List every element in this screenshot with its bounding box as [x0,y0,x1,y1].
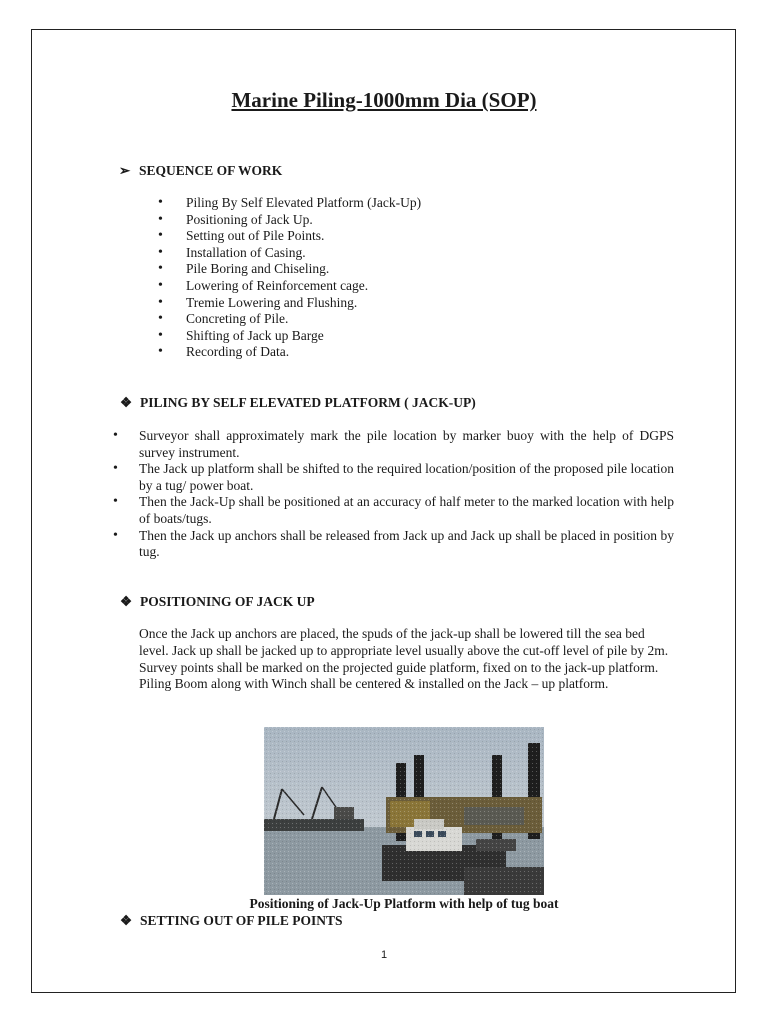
piling-steps-list [113,428,674,561]
list-item: • Surveyor shall approximately mark the pile location by marker buoy with the help of DGPS survey instrument. [113,428,674,461]
list-item: • Piling By Self Elevated Platform (Jack-Up) [158,195,421,212]
list-item: • Then the Jack-Up shall be positioned at an accuracy of half meter to the marked location with help of boats/tugs. [113,494,674,527]
list-item: • Installation of Casing. [158,245,421,262]
list-item: • Shifting of Jack up Barge [158,328,421,345]
section-heading-sequence [119,163,282,179]
section-title: POSITIONING OF JACK UP [140,594,315,609]
figure-caption: Positioning of Jack-Up Platform with help of tug boat [249,896,559,911]
document-title: Marine Piling-1000mm Dia (SOP) [231,88,537,112]
list-item: • Tremie Lowering and Flushing. [158,295,421,312]
list-item: • Concreting of Pile. [158,311,421,328]
section-title: SETTING OUT OF PILE POINTS [140,913,343,928]
list-item: • Recording of Data. [158,344,421,361]
arrow-bullet-icon: ➢ [119,163,131,178]
list-item: • Setting out of Pile Points. [158,228,421,245]
jack-up-platform-photo [264,727,544,895]
section-title: SEQUENCE OF WORK [139,163,283,178]
diamond-bullet-icon: ❖ [120,395,133,410]
list-item: • Positioning of Jack Up. [158,212,421,229]
sequence-list [158,195,421,361]
positioning-paragraph: Once the Jack up anchors are placed, the spuds of the jack-up shall be lowered till the sea bed level. Jack up shall be jacked up to appropriate level usually above the cut-off level of pile by 2m. Survey points shall be marked on the projected guide platform, fixed on to the jack-up platform. Piling Boom along with Winch shall be centered & installed on the Jack – up platform. [139,626,669,692]
list-item: • Pile Boring and Chiseling. [158,261,421,278]
diamond-bullet-icon: ❖ [120,913,133,928]
section-heading-piling [120,395,476,411]
section-heading-setting-out [120,913,343,929]
section-heading-positioning [120,594,315,610]
list-item: • The Jack up platform shall be shifted to the required location/position of the proposed pile location by a tug/ power boat. [113,461,674,494]
page-number: 1 [380,949,388,961]
list-item: • Lowering of Reinforcement cage. [158,278,421,295]
diamond-bullet-icon: ❖ [120,594,133,609]
list-item: • Then the Jack up anchors shall be released from Jack up and Jack up shall be placed in position by tug. [113,528,674,561]
section-title: PILING BY SELF ELEVATED PLATFORM ( JACK-UP) [140,395,476,410]
